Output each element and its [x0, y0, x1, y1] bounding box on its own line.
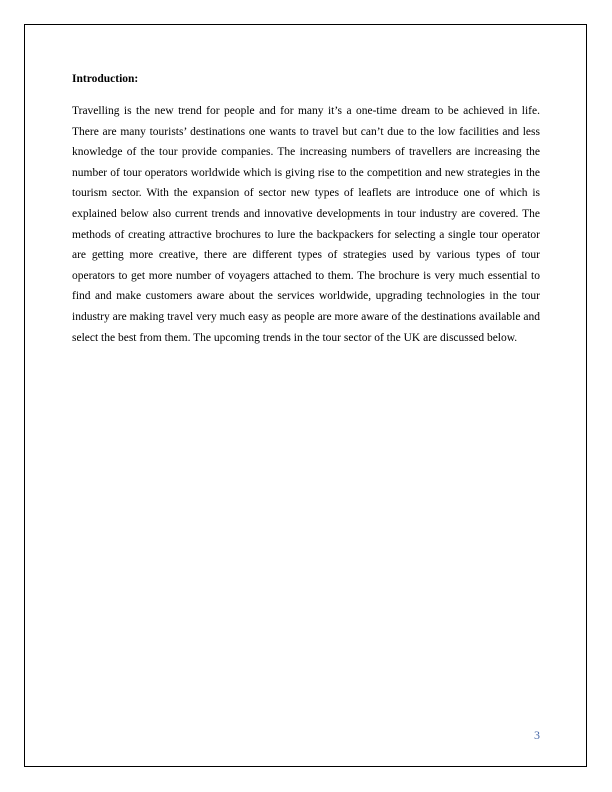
section-heading: Introduction:: [72, 73, 139, 85]
introduction-paragraph: Travelling is the new trend for people and for many it’s a one-time dream to be achieved in life. There are many tourists’ destinations one wants to travel but can’t due to the low facilities and less knowledge of the tour provide companies. The increasing numbers of travellers are increasing the number of tour operators worldwide which is giving rise to the competition and new strategies in the tourism sector. With the expansion of sector new types of leaflets are introduce one of which is explained below also current trends and innovative developments in tour industry are covered. The methods of creating attractive brochures to lure the backpackers for selecting a single tour operator are getting more creative, there are different types of strategies used by various types of tour operators to get more number of voyagers attached to them. The brochure is very much essential to find and make customers aware about the services worldwide, upgrading technologies in the tour industry are making travel very much easy as people are more aware of the destinations available and select the best from them. The upcoming trends in the tour sector of the UK are discussed below.: [72, 105, 540, 344]
page-number: 3: [534, 728, 540, 742]
